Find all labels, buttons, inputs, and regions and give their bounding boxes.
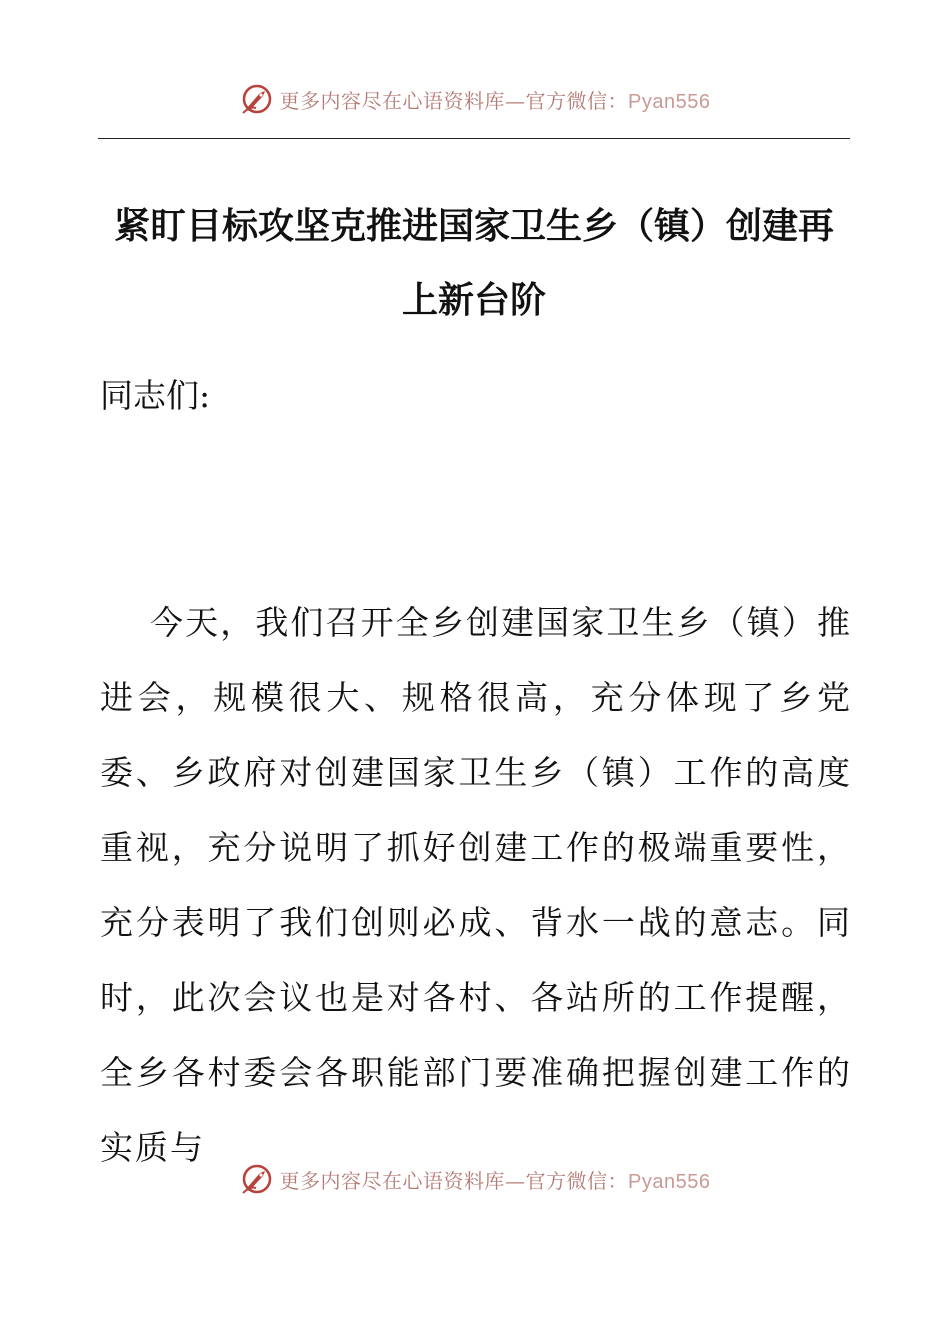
pen-nib-logo-icon <box>240 82 274 116</box>
pen-nib-logo-icon <box>240 1162 274 1196</box>
header-divider <box>98 138 850 139</box>
footer-banner-handle: Pyan556 <box>628 1170 711 1193</box>
footer-banner-text <box>280 1165 711 1194</box>
footer-banner <box>0 1162 950 1196</box>
header-banner-label: 更多内容尽在心语资料库—官方微信： <box>279 88 629 113</box>
footer-banner-label: 更多内容尽在心语资料库—官方微信： <box>279 1168 629 1193</box>
header-banner-handle: Pyan556 <box>628 90 711 113</box>
header-banner-text <box>280 85 711 114</box>
document-title: 紧盯目标攻坚克推进国家卫生乡（镇）创建再上新台阶 <box>113 206 834 321</box>
greeting: 同志们: <box>100 376 211 415</box>
body-paragraph: 今天，我们召开全乡创建国家卫生乡（镇）推进会，规模很大、规格很高，充分体现了乡党委、乡政府对创建国家卫生乡（镇）工作的高度重视，充分说明了抓好创建工作的极端重要性，充分表明了我们创则必成、背水一战的意志。同时，此次会议也是对各村、各站所的工作提醒，全乡各村委会各职能部门要准确把握创建工作的实质与 <box>100 603 852 1167</box>
header-banner <box>0 82 950 116</box>
